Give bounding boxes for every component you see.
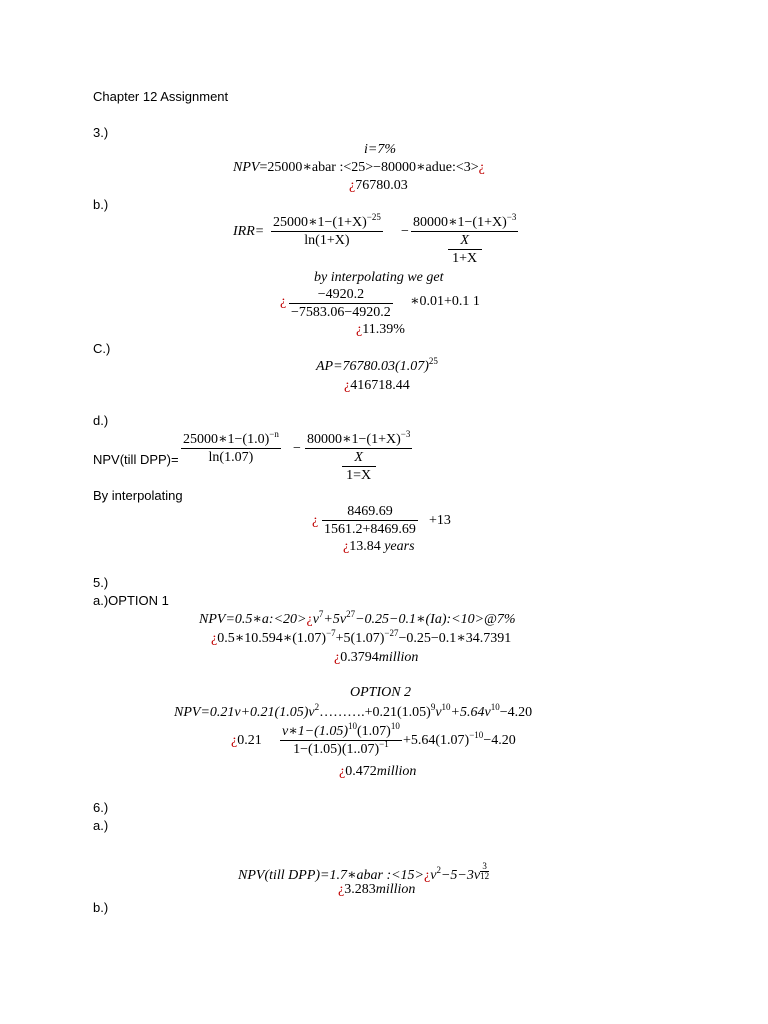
minus-sign: −: [401, 224, 409, 239]
frac-num-text: v∗1−(1.05): [282, 724, 349, 739]
option-1-result: [334, 649, 418, 666]
line-exp: 7: [318, 609, 324, 619]
dpp-interp-fraction: [322, 503, 418, 538]
nested-num: X: [354, 450, 363, 465]
fraction-numerator: [181, 431, 281, 448]
qmark-glyph: ¿: [231, 733, 238, 748]
ap-result: [344, 377, 410, 394]
exp-num: 3: [482, 861, 487, 871]
qmark-glyph: ¿: [306, 612, 313, 627]
frac-num-exp: −3: [400, 429, 411, 439]
irr-result: [356, 321, 405, 338]
line-segment: −4.20: [483, 733, 516, 748]
line-segment: NPV(till DPP)=1.7∗abar :<15>: [238, 868, 425, 883]
fractional-exponent: [480, 862, 489, 881]
q6-result-unit: million: [375, 882, 416, 897]
irr-fraction-2: [411, 214, 518, 267]
dpp-result-value: 13.84: [349, 539, 381, 554]
q6-result-value: 3.283: [344, 882, 376, 897]
nested-fraction: [340, 449, 378, 484]
part-b-label: b.): [93, 197, 109, 212]
frac-num-text: 80000∗1−(1+X): [307, 432, 401, 447]
interest-rate-text: i=7%: [364, 142, 396, 157]
fraction-numerator: 8469.69: [347, 504, 393, 519]
qmark-glyph: ¿: [478, 160, 485, 175]
line-exp: 10: [441, 702, 451, 712]
question-6-label: 6.): [93, 800, 109, 815]
ap-equation: [316, 358, 438, 375]
qmark-glyph: ¿: [334, 650, 341, 665]
interpolation-note-text: by interpolating we get: [314, 270, 444, 285]
irr-lhs-text: IRR=: [233, 224, 265, 239]
line-exp: −27: [384, 628, 399, 638]
dpp-interp-tail: +13: [429, 513, 451, 528]
option-2-line-2-prefix: [231, 732, 262, 749]
qmark-glyph: ¿: [280, 294, 287, 309]
line-exp: 27: [346, 609, 356, 619]
npv-equation: [233, 159, 485, 176]
line-segment: ……….+0.21(1.05): [319, 705, 431, 720]
option-1-result-value: 0.3794: [340, 650, 379, 665]
question-5-label: 5.): [93, 575, 109, 590]
qmark-glyph: ¿: [312, 513, 319, 528]
fraction-numerator: [280, 723, 402, 740]
fraction-denominator: [291, 741, 391, 758]
option-1-label: a.)OPTION 1: [93, 593, 169, 608]
line-exp: 2: [314, 702, 320, 712]
frac-num-exp: −3: [506, 212, 517, 222]
fraction-numerator: [305, 431, 412, 448]
frac-num-text: 80000∗1−(1+X): [413, 215, 507, 230]
frac-num-exp: 10: [348, 721, 358, 731]
qmark-glyph: ¿: [211, 631, 218, 646]
line-segment: 0.5∗10.594∗(1.07): [217, 631, 327, 646]
fraction-denominator: ln(1+X): [304, 233, 350, 248]
option-2-line-2-tail: [403, 732, 516, 749]
npv-rhs: =25000∗abar :<25>−80000∗adue:<3>: [259, 160, 479, 175]
part-c-label: C.): [93, 341, 111, 356]
line-exp: −10: [469, 730, 484, 740]
line-segment: +5.64(1.07): [403, 733, 470, 748]
qmark-glyph: ¿: [339, 764, 346, 779]
ap-text: AP=76780.03(1.07): [316, 359, 429, 374]
qmark-glyph: ¿: [344, 378, 351, 393]
line-segment: 0.21: [237, 733, 262, 748]
frac-num-exp: −n: [269, 429, 279, 439]
option-2-result: [339, 763, 416, 780]
line-exp: 2: [436, 865, 441, 875]
frac-num-exp: −25: [366, 212, 381, 222]
dpp-result: [343, 538, 415, 555]
option-2-label-text: OPTION 2: [350, 685, 412, 700]
exp-den: 12: [480, 871, 490, 881]
qmark-glyph: ¿: [424, 868, 431, 883]
fraction-denominator: −7583.06−4920.2: [291, 305, 391, 320]
minus-sign: −: [293, 441, 301, 456]
option-1-npv-line-2: [211, 630, 511, 647]
interp-fraction: [289, 286, 393, 321]
option-2-npv-line-1: [174, 704, 532, 721]
dpp-fraction-1: [181, 431, 281, 466]
line-exp: −7: [326, 628, 336, 638]
ap-exp: 25: [428, 356, 438, 366]
frac-den-text: 1−(1.05)(1..07): [293, 742, 380, 757]
qmark-glyph: ¿: [356, 322, 363, 337]
qmark-glyph: ¿: [349, 178, 356, 193]
interest-rate-equation: [364, 141, 396, 158]
qmark-glyph: ¿: [343, 539, 350, 554]
dpp-fraction-2: [305, 431, 412, 484]
npv-result: [349, 177, 408, 194]
line-segment: NPV=0.21v+0.21(1.05)v: [174, 705, 315, 720]
frac-den-exp: −1: [379, 739, 389, 749]
q6-result: [338, 881, 415, 898]
line-segment: −0.25−0.1∗34.7391: [398, 631, 512, 646]
interp-tail: ∗0.01+0.1 1: [410, 294, 480, 309]
frac-num-text: 25000∗1−(1.0): [183, 432, 270, 447]
line-exp: 10: [490, 702, 500, 712]
line-segment: v: [435, 705, 442, 720]
option-1-npv-line-1: [199, 611, 516, 628]
npv-lhs: NPV: [233, 160, 260, 175]
line-segment: +5v: [323, 612, 347, 627]
line-segment: v: [312, 612, 319, 627]
irr-lhs: [233, 223, 264, 240]
fraction-denominator: ln(1.07): [208, 450, 254, 465]
option-1-result-unit: million: [378, 650, 419, 665]
line-segment: NPV=0.5∗a:<20>: [199, 612, 307, 627]
nested-den: 1=X: [346, 468, 372, 483]
ap-result-value: 416718.44: [350, 378, 410, 393]
qmark-glyph: ¿: [338, 882, 345, 897]
line-segment: v: [430, 868, 437, 883]
line-segment: −5−3v: [440, 868, 481, 883]
line-segment: −0.25−0.1∗(Ia):<10>@7%: [355, 612, 516, 627]
npv-dpp-label: NPV(till DPP)=: [93, 452, 179, 467]
fraction-numerator: [271, 214, 383, 231]
document-title: Chapter 12 Assignment: [93, 89, 229, 104]
option-2-label: [350, 684, 411, 701]
fraction-numerator: −4920.2: [317, 287, 365, 302]
line-segment: −4.20: [499, 705, 533, 720]
line-segment: +5.64v: [450, 705, 491, 720]
npv-result-value: 76780.03: [355, 178, 408, 193]
dpp-result-unit: years: [384, 539, 415, 554]
part-6a-label: a.): [93, 818, 109, 833]
frac-num-text: 25000∗1−(1+X): [273, 215, 367, 230]
question-3-label: 3.): [93, 125, 109, 140]
part-6b-label: b.): [93, 900, 109, 915]
line-exp: 9: [430, 702, 436, 712]
nested-fraction: [446, 232, 484, 267]
option-2-fraction: [280, 723, 402, 758]
option-2-result-unit: million: [376, 764, 417, 779]
frac-num-text: (1.07): [357, 724, 391, 739]
irr-result-value: 11.39%: [362, 322, 405, 337]
fraction-numerator: [411, 214, 518, 231]
option-2-result-value: 0.472: [345, 764, 377, 779]
part-d-label: d.): [93, 413, 109, 428]
line-segment: +5(1.07): [335, 631, 385, 646]
nested-num: X: [460, 233, 469, 248]
nested-den: 1+X: [452, 251, 478, 266]
fraction-denominator: 1561.2+8469.69: [324, 522, 416, 537]
irr-fraction-1: [271, 214, 383, 249]
by-interpolating-label: By interpolating: [93, 488, 183, 503]
interpolation-note: [314, 269, 443, 286]
frac-num-exp: 10: [390, 721, 400, 731]
